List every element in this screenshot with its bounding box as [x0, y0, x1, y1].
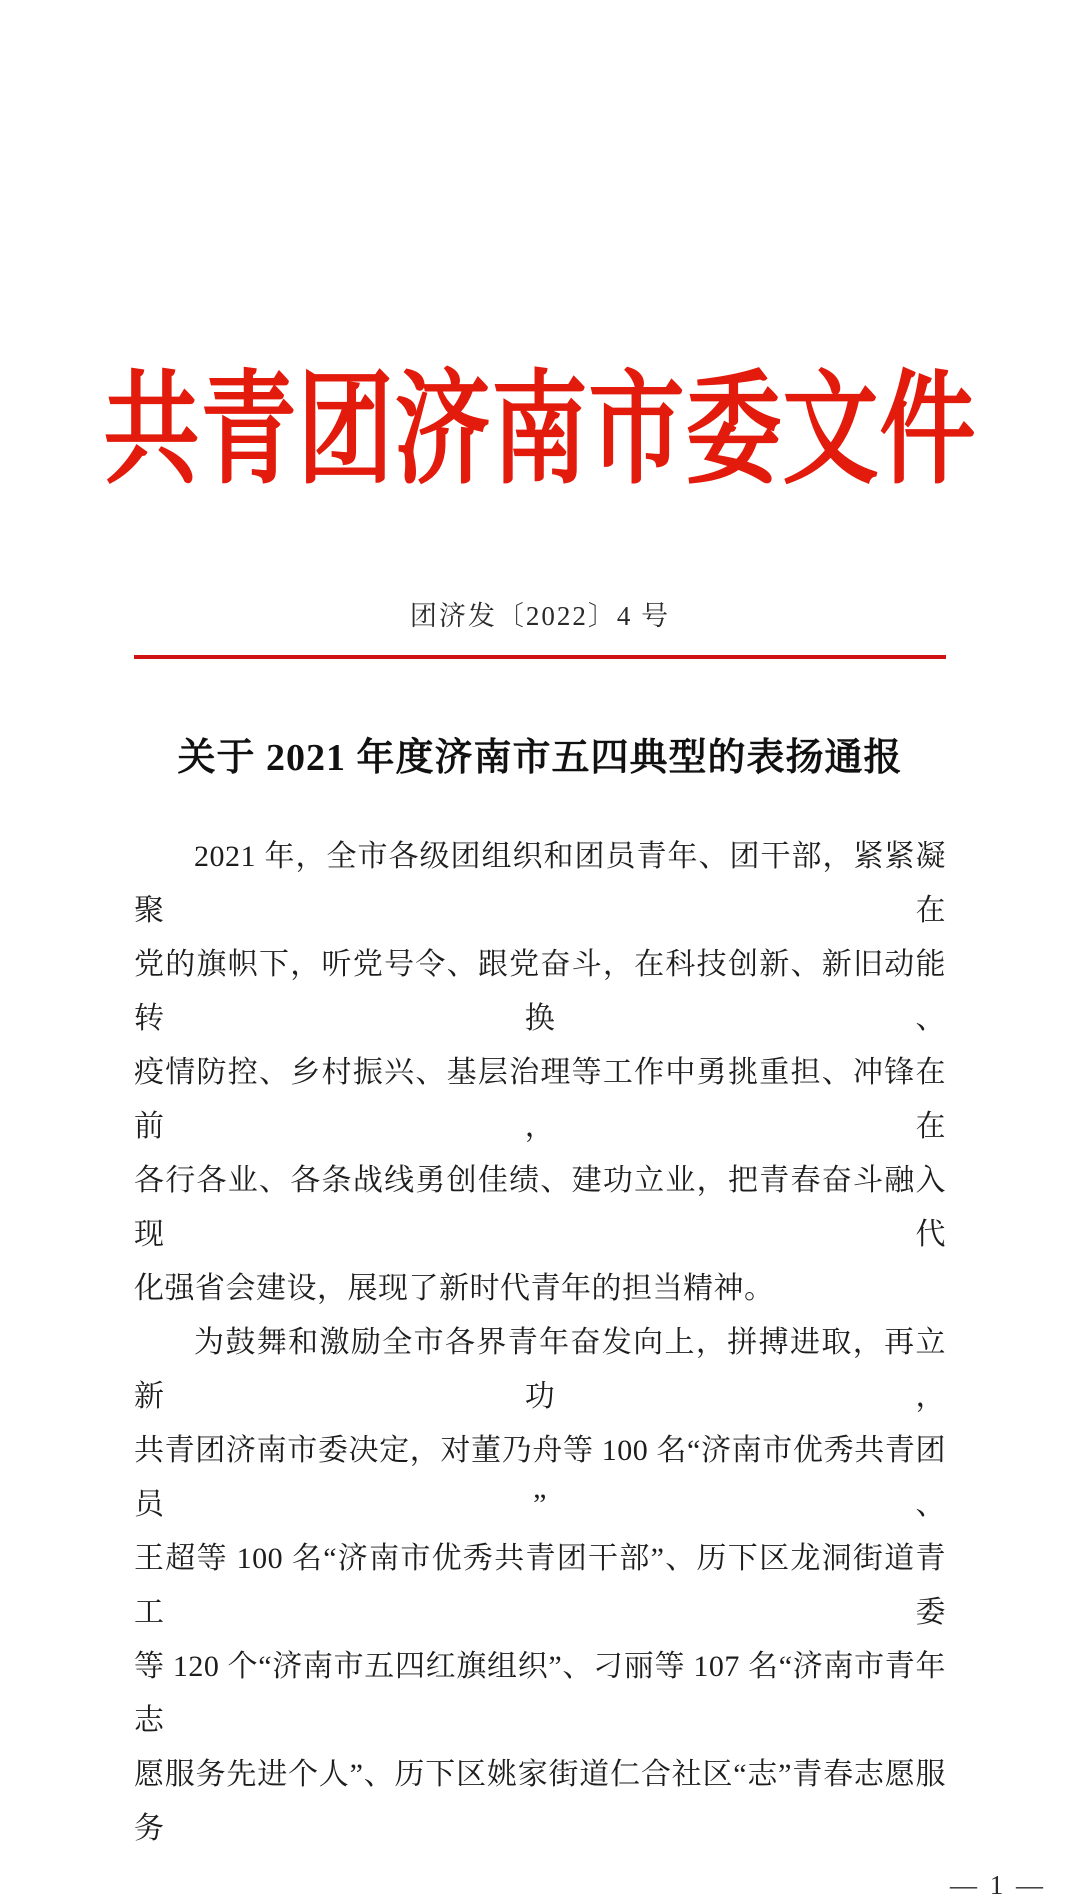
document-title: 关于 2021 年度济南市五四典型的表扬通报	[177, 737, 903, 779]
body-line: 等 120 个“济南市五四红旗组织”、刁丽等 107 名“济南市青年志	[134, 1650, 946, 1737]
document-header-title: 共青团济南市委文件	[103, 362, 977, 500]
body-line: 各行各业、各条战线勇创佳绩、建功立业，把青春奋斗融入现代	[134, 1164, 946, 1251]
document-number: 团济发〔2022〕4 号	[409, 601, 671, 631]
body-line: 共青团济南市委决定，对董乃舟等 100 名“济南市优秀共青团员”、	[134, 1434, 946, 1521]
body-line: 化强省会建设，展现了新时代青年的担当精神。	[134, 1272, 775, 1305]
page-number: — 1 —	[950, 1870, 1046, 1900]
body-line: 党的旗帜下，听党号令、跟党奋斗，在科技创新、新旧动能转换、	[134, 948, 946, 1035]
red-divider-line	[134, 655, 946, 659]
paragraph-2	[134, 1316, 946, 1856]
body-line: 疫情防控、乡村振兴、基层治理等工作中勇挑重担、冲锋在前，在	[134, 1056, 946, 1143]
document-body	[134, 830, 946, 1856]
body-line: 为鼓舞和激励全市各界青年奋发向上，拼搏进取，再立新功，	[134, 1326, 946, 1413]
document-page	[0, 348, 1080, 1900]
body-line: 2021 年，全市各级团组织和团员青年、团干部，紧紧凝聚在	[134, 840, 946, 927]
paragraph-1	[134, 830, 946, 1316]
body-line: 王超等 100 名“济南市优秀共青团干部”、历下区龙洞街道青工委	[134, 1542, 946, 1629]
body-line: 愿服务先进个人”、历下区姚家街道仁合社区“志”青春志愿服务	[134, 1758, 946, 1845]
